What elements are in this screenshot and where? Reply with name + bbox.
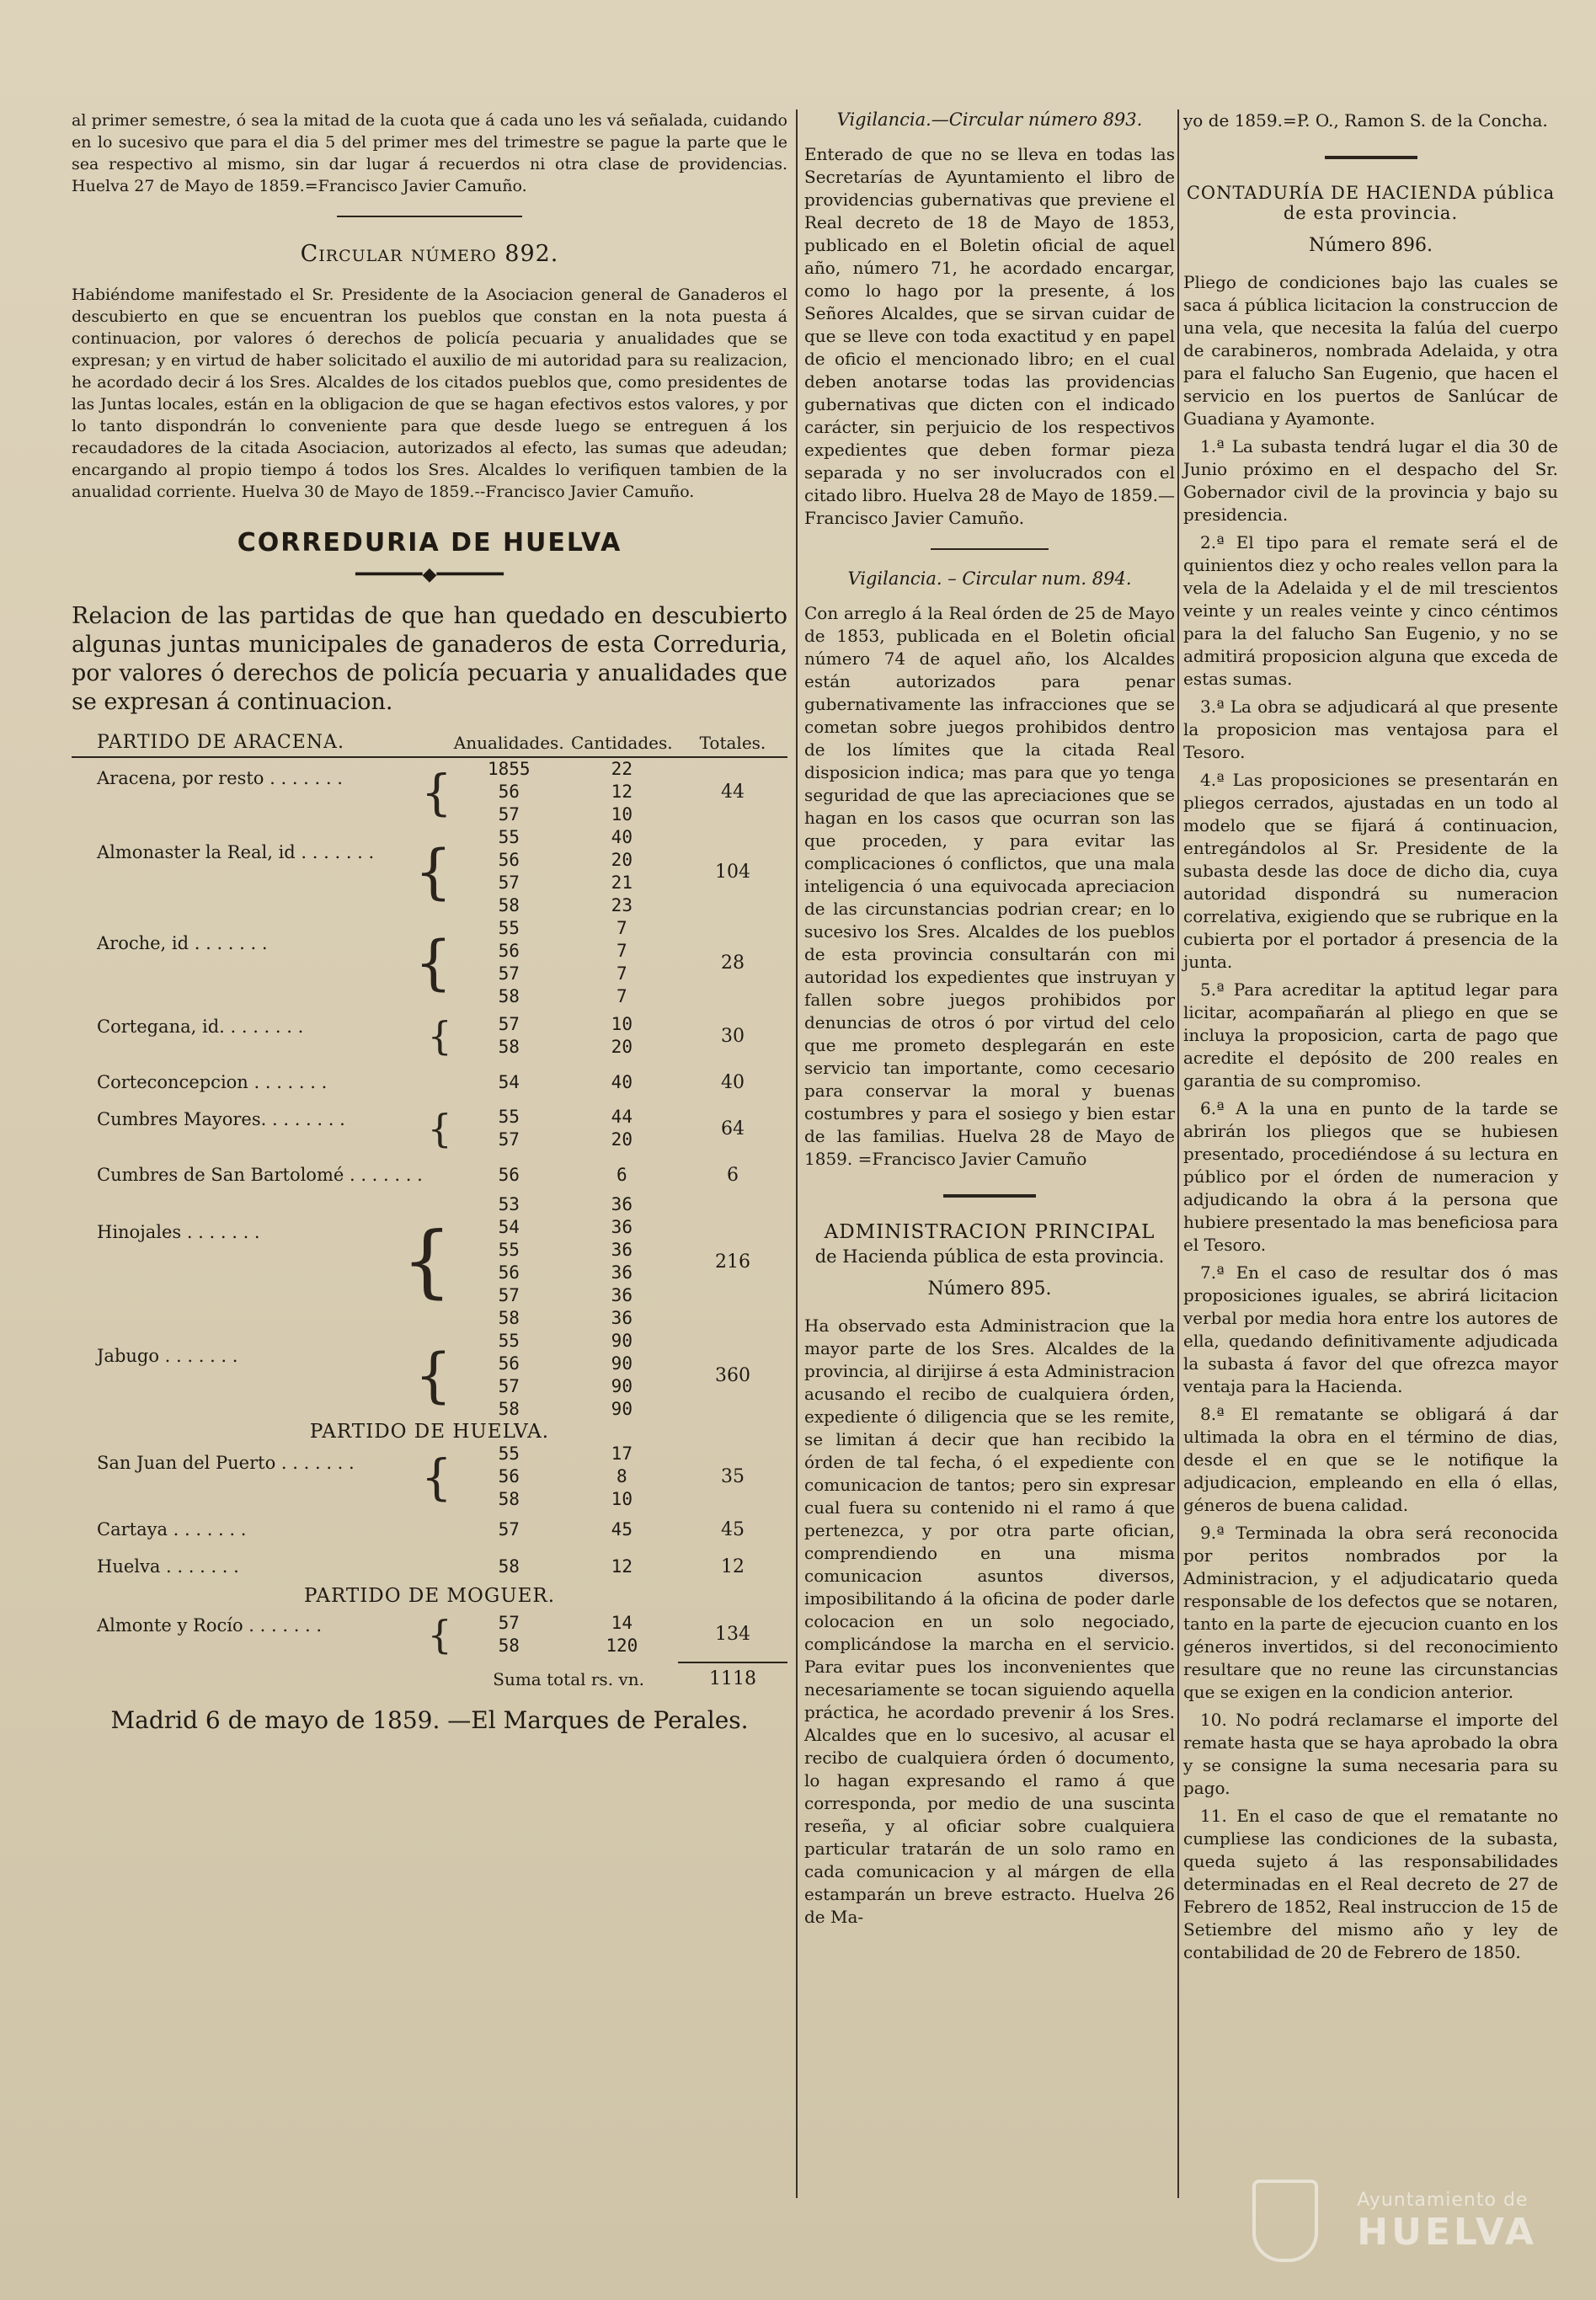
coat-of-arms-icon bbox=[1252, 2180, 1318, 2262]
row-amounts: 6 bbox=[616, 1164, 627, 1185]
circular-892-body: Habiéndome manifestado el Sr. Presidente de la Asociacion general de Ganaderos el descubierto en que se encuentran los pueblos que constan en la nota puesta á continuacion, por valores ó derechos de policía pecuaria y anualidades que se expresan; y en virtud de haber solicitado el auxilio de mi autoridad para su realizacion, he acordado decir á los Sres. Alcaldes de los citados pueblos que, como presidentes de las Juntas locales, están en la obligacion de que se hagan efectivos estos valores, y por lo tanto dispondrán lo conveniente para que desde luego se entreguen á los recaudadores de la citada Asociacion, autorizados al efecto, las sumas que adeudan; encargando al propio tiempo á todos los Sres. Alcaldes lo verifiquen tambien de la anualidad corriente. Huelva 30 de Mayo de 1859.--Francisco Javier Camuño. bbox=[72, 285, 787, 501]
row-name: Corteconcepcion bbox=[97, 1072, 248, 1092]
circular-893-title: Vigilancia.—Circular número 893. bbox=[836, 109, 1143, 130]
row-years: 57 58 bbox=[498, 1613, 520, 1656]
aracena-rows bbox=[72, 757, 787, 1421]
row-total: 30 bbox=[720, 1025, 745, 1047]
leader-dots: . . . . . . . bbox=[295, 842, 375, 862]
condition-item: 6.ª A la una en punto de la tarde se abrirán los pliegos que se hubiesen presentado, procediéndose á su lectura en público por el órden de numeracion y adjudicando la obra á la persona que hubiere presentado la mas beneficiosa para el Tesoro. bbox=[1183, 1098, 1558, 1255]
separator-thick bbox=[1325, 156, 1417, 159]
row-name: Huelva bbox=[97, 1556, 161, 1577]
row-years: 54 bbox=[498, 1071, 520, 1092]
leader-dots: . . . . . . . bbox=[243, 1615, 323, 1636]
column-left bbox=[72, 109, 787, 1734]
condition-item: 2.ª El tipo para el remate será el de quinientos diez y ocho reales vellon para la vela de la Adelaida y el de mil trescientos veinte y un reales veinte y cinco céntimos para la del falucho San Eugenio, y no se admitirá proposicion alguna que exceda de estas sumas. bbox=[1183, 532, 1558, 689]
row-amounts: 10 20 bbox=[611, 1014, 633, 1057]
leader-dots: . . . . . . . bbox=[275, 1452, 355, 1473]
row-years: 56 bbox=[498, 1164, 520, 1185]
brace-icon: { bbox=[414, 1341, 452, 1410]
circular-894-body: Con arreglo á la Real órden de 25 de Mayo de 1853, publicada en el Boletin oficial número 74 de aquel año, los Alcaldes están autorizados para penar gubernativamente las infracciones que se cometan sobre juegos prohibidos dentro de los límites que la citada Real disposicion indica; mas para que yo tenga seguridad de que las apreciaciones que se hagan en los casos que ocurran son las que proceden, y para evitar las complicaciones ó conflictos, que una mala inteligencia ó una equivocada apreciacion de las circunstancias podrian crear; en lo sucesivo los Sres. Alcaldes de los pueblos de esta provincia consultarán con mi autoridad los expedientes que instruyan y fallen sobre juegos prohibidos por denuncias de otros ó por virtud del celo que me prometo desplegarán en este servicio tan importante, como cecesario para conservar la moral y buenas costumbres y para el sosiego y bien estar de las familias. Huelva 28 de Mayo de 1859. =Francisco Javier Camuño bbox=[804, 603, 1175, 1169]
row-years: 55 56 57 58 bbox=[498, 1331, 520, 1419]
row-name: Almonte y Rocío bbox=[97, 1615, 243, 1636]
row-total: 360 bbox=[714, 1364, 750, 1386]
numero-896: Número 896. bbox=[1308, 235, 1433, 256]
condition-item: 10. No podrá reclamarse el importe del remate hasta que se haya aprobado la obra y se consigne la suma necesaria para su pago. bbox=[1183, 1710, 1558, 1798]
circular-894-title: Vigilancia. – Circular num. 894. bbox=[847, 568, 1132, 589]
row-years: 58 bbox=[498, 1556, 520, 1577]
condition-item: 8.ª El rematante se obligará á dar ultimada la obra en el término de dias, desde el en que se le notifique la adjudicacion, empleando en ella ó ellas, géneros de buena calidad. bbox=[1183, 1404, 1558, 1515]
condition-item: 5.ª Para acreditar la aptitud legar para licitar, acompañarán al pliego en que se incluya la proposicion, carta de pago que acredite el depósito de 200 reales en garantia de su compromiso. bbox=[1183, 979, 1558, 1091]
row-total: 6 bbox=[726, 1164, 739, 1186]
numero-895: Número 895. bbox=[927, 1278, 1052, 1299]
row-name: Jabugo bbox=[97, 1346, 159, 1366]
row-total: 64 bbox=[720, 1118, 745, 1139]
condition-item: 7.ª En el caso de resultar dos ó mas proposiciones iguales, se abrirá licitacion verbal por media hora entre los autores de ella, quedando definitivamente adjudicada la subasta á favor del que ofrezca mayor ventaja para la Hacienda. bbox=[1183, 1262, 1558, 1396]
circular-893-body: Enterado de que no se lleva en todas las Secretarías de Ayuntamiento el libro de providencias gubernativas que previene el Real decreto de 18 de Mayo de 1853, publicado en el Boletin oficial de aquel año, número 71, he acordado encargar, como lo hago por la presente, á los Señores Alcaldes, que se sirvan cuidar de que se lleve con toda exactitud y en papel de oficio el mencionado libro; en el cual deben anotarse todas las providencias gubernativas que dicten con el indicado carácter, sin perjuicio de los respectivos expedientes que deben formar pieza separada y no ser involucrados con el citado libro. Huelva 28 de Mayo de 1859.—Francisco Javier Camuño. bbox=[804, 144, 1175, 528]
row-total: 28 bbox=[720, 952, 745, 974]
row-years: 1855 56 57 bbox=[487, 759, 531, 824]
header-cantidades: Cantidades. bbox=[571, 732, 673, 753]
partido-moguer-heading: PARTIDO DE MOGUER. bbox=[303, 1585, 556, 1607]
row-name: Cortegana, id. bbox=[97, 1017, 225, 1037]
ornament-divider: ━━━━━━◆━━━━━━ bbox=[355, 564, 504, 585]
leader-dots: . . . . . . . bbox=[167, 1519, 247, 1540]
row-years: 57 58 bbox=[498, 1014, 520, 1057]
suma-total-label: Suma total rs. vn. bbox=[493, 1669, 644, 1689]
column-divider bbox=[796, 109, 798, 2198]
row-amounts: 22 12 10 bbox=[611, 759, 633, 824]
table-row bbox=[72, 1443, 787, 1511]
row-amounts: 90 90 90 90 bbox=[611, 1331, 633, 1419]
row-amounts: 40 bbox=[611, 1071, 633, 1092]
brace-icon: { bbox=[427, 1013, 452, 1059]
row-years: 55 56 57 58 bbox=[498, 827, 520, 915]
row-total: 44 bbox=[720, 782, 745, 803]
huelva-rows bbox=[72, 1443, 787, 1585]
row-amounts: 44 20 bbox=[611, 1107, 633, 1150]
separator-rule bbox=[931, 548, 1049, 550]
row-name: Cartaya bbox=[97, 1519, 168, 1540]
row-total: 40 bbox=[720, 1071, 745, 1093]
row-name: Almonaster la Real, id bbox=[97, 842, 296, 862]
watermark-line1: Ayuntamiento de bbox=[1357, 2190, 1529, 2211]
intro-paragraph: al primer semestre, ó sea la mitad de la cuota que á cada uno les vá señalada, cuidando en lo sucesivo que para el dia 5 del primer mes del trimestre se pague la parte que le sea respectivo al mismo, sin dar lugar á recuerdos ni otra clase de providencias. Huelva 27 de Mayo de 1859.=Francisco Javier Camuño. bbox=[72, 111, 787, 195]
column-right bbox=[1183, 109, 1558, 1969]
row-years: 53 54 55 56 57 58 bbox=[498, 1194, 520, 1328]
leader-dots: . . . . . . . bbox=[189, 933, 268, 953]
brace-icon: { bbox=[401, 1215, 452, 1307]
row-years: 55 56 57 58 bbox=[498, 918, 520, 1006]
row-amounts: 14 120 bbox=[606, 1613, 638, 1656]
header-totales: Totales. bbox=[699, 732, 766, 753]
row-name: Hinojales bbox=[97, 1222, 182, 1242]
table-row bbox=[72, 1156, 787, 1193]
table-row bbox=[72, 1064, 787, 1101]
header-anualidades: Anualidades. bbox=[453, 732, 564, 753]
row-amounts: 12 bbox=[611, 1556, 633, 1577]
separator-thick bbox=[943, 1194, 1036, 1198]
condition-item: 1.ª La subasta tendrá lugar el dia 30 de Junio próximo en el despacho del Sr. Gobernador civil de la provincia y bajo su presidencia. bbox=[1183, 436, 1558, 525]
row-name: San Juan del Puerto bbox=[97, 1452, 276, 1473]
correduria-title: CORREDURIA DE HUELVA bbox=[237, 528, 622, 558]
leader-dots: . . . . . . . bbox=[344, 1165, 423, 1185]
brace-icon: { bbox=[420, 763, 452, 821]
watermark-line2: HUELVA bbox=[1357, 2211, 1537, 2254]
brace-icon: { bbox=[420, 1448, 452, 1506]
row-amounts: 36 36 36 36 36 36 bbox=[611, 1194, 633, 1328]
table-row bbox=[72, 917, 787, 1008]
row-name: Aroche, id bbox=[97, 933, 189, 953]
brace-icon: { bbox=[414, 837, 452, 906]
debts-table bbox=[72, 728, 787, 1689]
row-years: 55 57 bbox=[498, 1107, 520, 1150]
moguer-rows bbox=[72, 1607, 787, 1662]
signature-continuation: yo de 1859.=P. O., Ramon S. de la Concha. bbox=[1183, 110, 1548, 131]
row-total: 45 bbox=[720, 1518, 745, 1540]
relacion-heading: Relacion de las partidas de que han quedado en descubierto algunas juntas municipales de ganaderos de esta Correduria, por valores ó derechos de policía pecuaria y anualidades que se expresan á continuacion. bbox=[72, 603, 787, 715]
row-total: 134 bbox=[714, 1624, 750, 1645]
watermark bbox=[1357, 2190, 1537, 2254]
row-amounts: 45 bbox=[611, 1518, 633, 1540]
pliego-intro: Pliego de condiciones bajo las cuales se saca á pública licitacion la construccion de una vela, que necesita la falúa del cuerpo de carabineros, nombrada Adelaida, y otra para el falucho San Eugenio, que hacen el servicio en los puertos de Sanlúcar de Guadiana y Ayamonte. bbox=[1183, 272, 1558, 429]
table-row bbox=[72, 1330, 787, 1421]
condition-item: 4.ª Las proposiciones se presentarán en pliegos cerrados, ajustadas en un todo al modelo que se fijará á continuacion, entregándolos al Sr. Presidente de la subasta desde las doce de dicho dia, cuya autoridad dispondrá su numeracion correlativa, exigiendo que se rubrique en la cubierta por el portador á presencia de la junta. bbox=[1183, 770, 1558, 972]
row-name: Cumbres de San Bartolomé bbox=[97, 1165, 344, 1185]
partido-huelva-heading: PARTIDO DE HUELVA. bbox=[309, 1421, 550, 1443]
table-row bbox=[72, 1008, 787, 1064]
row-amounts: 17 8 10 bbox=[611, 1444, 633, 1509]
administracion-subtitle: de Hacienda pública de esta provincia. bbox=[814, 1246, 1165, 1267]
table-row bbox=[72, 1548, 787, 1585]
row-total: 104 bbox=[714, 861, 750, 883]
table-row bbox=[72, 1193, 787, 1330]
brace-icon: { bbox=[414, 928, 452, 997]
row-years: 57 bbox=[498, 1518, 520, 1540]
column-divider bbox=[1177, 109, 1179, 2198]
row-name: Aracena, por resto bbox=[97, 767, 264, 788]
madrid-signature: Madrid 6 de mayo de 1859. —El Marques de Perales. bbox=[110, 1706, 749, 1734]
conditions-list bbox=[1183, 435, 1558, 1964]
leader-dots: . . . . . . . bbox=[224, 1017, 304, 1037]
row-amounts: 40 20 21 23 bbox=[611, 827, 633, 915]
condition-item: 11. En el caso de que el rematante no cumpliese las condiciones de la subasta, queda sujeto á las responsabilidades determinadas en el Real decreto de 27 de Febrero de 1852, Real instruccion de 15 de Setiembre del mismo año y ley de contabilidad de 20 de Febrero de 1850. bbox=[1183, 1806, 1558, 1962]
circular-892-title: Circular número 892. bbox=[300, 241, 559, 267]
row-name: Cumbres Mayores. bbox=[97, 1109, 267, 1129]
table-row bbox=[72, 1101, 787, 1156]
condition-item: 9.ª Terminada la obra será reconocida por peritos nombrados por la Administracion, y el adjudicatario queda responsable de los defectos que se notaren, tanto en la parte de ejecucion cuanto en los géneros invertidos, si del reconocimiento resultare que no reune las circunstancias que se exigen en la condicion anterior. bbox=[1183, 1523, 1558, 1702]
row-total: 35 bbox=[720, 1466, 745, 1487]
leader-dots: . . . . . . . bbox=[181, 1222, 260, 1242]
separator-rule bbox=[337, 216, 522, 217]
table-row bbox=[72, 757, 787, 826]
table-row bbox=[72, 826, 787, 917]
numero-895-body: Ha observado esta Administracion que la mayor parte de los Sres. Alcaldes de la provincia, al dirijirse á esta Administracion acusando el recibo de cualquiera órden, expediente ó diligencia que se les remite, se limitan á decir que han recibido la órden de tal fecha, ó el expediente con comunicacion de tantos; pero sin expresar cual fuera su contenido ni el ramo á que pertenezca, y por otra parte ofician, comprendiendo en una misma comunicacion asuntos diversos, imposibilitando á la oficina de poder darle colocacion en un solo negociado, complicándose la marcha en el servicio. Para evitar pues los inconvenientes que necesariamente se tocan siguiendo aquella práctica, he acordado prevenir á los Sres. Alcaldes que en lo sucesivo, al acusar el recibo de cualquiera órden ó documento, lo hagan expresando el ramo á que corresponda, por medio de una suscinta reseña, y al oficiar sobre cualquiera particular tratarán de un solo ramo en cada comunicacion y al márgen de ella estamparán un breve estracto. Huelva 26 de Ma- bbox=[804, 1315, 1175, 1927]
row-total: 12 bbox=[720, 1556, 745, 1577]
leader-dots: . . . . . . . bbox=[266, 1109, 345, 1129]
leader-dots: . . . . . . . bbox=[264, 767, 343, 788]
column-middle bbox=[804, 109, 1175, 1934]
leader-dots: . . . . . . . bbox=[248, 1072, 328, 1092]
brace-icon: { bbox=[427, 1106, 452, 1151]
table-row bbox=[72, 1607, 787, 1662]
table-row bbox=[72, 1511, 787, 1548]
leader-dots: . . . . . . . bbox=[160, 1556, 239, 1577]
suma-total-value: 1118 bbox=[678, 1662, 787, 1689]
row-years: 55 56 58 bbox=[498, 1444, 520, 1509]
row-total: 216 bbox=[714, 1251, 750, 1273]
contaduria-title: CONTADURÍA DE HACIENDA pública de esta provincia. bbox=[1186, 183, 1556, 223]
brace-icon: { bbox=[427, 1612, 452, 1657]
row-amounts: 7 7 7 7 bbox=[616, 918, 627, 1006]
header-partido: PARTIDO DE ARACENA. bbox=[97, 732, 344, 753]
condition-item: 3.ª La obra se adjudicará al que presente la proposicion mas ventajosa para el Tesoro. bbox=[1183, 696, 1558, 762]
leader-dots: . . . . . . . bbox=[159, 1346, 238, 1366]
administracion-title: ADMINISTRACION PRINCIPAL bbox=[824, 1221, 1156, 1243]
